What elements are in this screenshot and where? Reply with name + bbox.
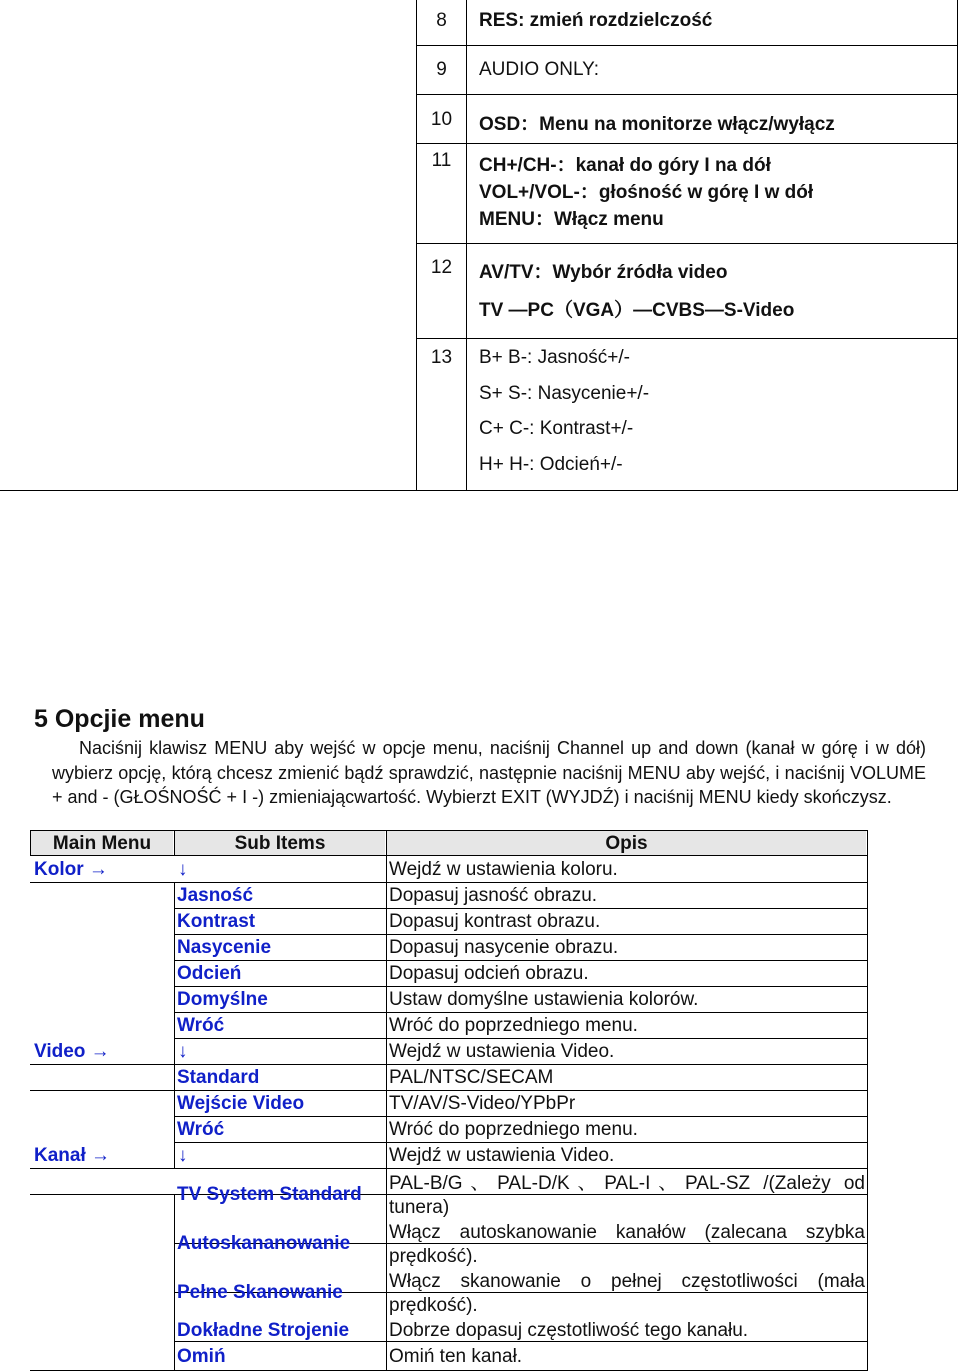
- table-row-divider: [417, 243, 958, 244]
- row-line: [30, 1168, 868, 1169]
- table-border: [867, 830, 868, 1371]
- sub-item: Pełne Skanowanie: [177, 1282, 343, 1303]
- arrow-down-icon: ↓: [178, 1145, 188, 1166]
- desc-text: Włącz autoskanowanie kanałów (zalecana szybka prędkość).: [389, 1222, 865, 1267]
- paragraph-text: Naciśnij klawisz MENU aby wejść w opcje menu, naciśnij Channel up and down (kanał w górę i w dół) wybierz opcję, którą chcesz zmienić bądź sprawdzić, następnie naciśnij MENU aby wejść, i naciśnij VOLUME + and - (GŁOŚNOŚĆ + I -) zmieniającwartość. Wybierzt EXIT (WYJDŹ) i naciśnij MENU kiedy skończysz.: [52, 738, 926, 807]
- row-line: [174, 1194, 175, 1371]
- desc-text: Dopasuj nasycenie obrazu.: [389, 937, 619, 958]
- row-number: 13: [430, 347, 453, 368]
- row-line: [174, 986, 868, 987]
- desc-text: Dopasuj jasność obrazu.: [389, 885, 598, 906]
- row-line: [30, 1064, 868, 1065]
- sub-item: Jasność: [177, 885, 254, 906]
- sub-item: Wejście Video: [177, 1093, 305, 1114]
- arrow-right-icon: →: [88, 859, 108, 880]
- sub-item: Wróć: [177, 1015, 225, 1036]
- sub-item: Omiń: [177, 1346, 226, 1367]
- table-column-divider: [466, 0, 467, 491]
- desc-text: Dopasuj kontrast obrazu.: [389, 911, 601, 932]
- row-line: [174, 1116, 868, 1117]
- arrow-down-icon: ↓: [178, 859, 188, 880]
- desc-text: Wróć do poprzedniego menu.: [389, 1119, 638, 1140]
- row-text: S+ S-: Nasycenie+/-: [479, 383, 650, 404]
- remote-keys-table: [0, 0, 958, 491]
- arrow-down-icon: ↓: [178, 1041, 188, 1062]
- desc-text: Dobrze dopasuj częstotliwość tego kanału.: [389, 1320, 749, 1341]
- desc-text: PAL-B/G、PAL-D/K、PAL-I、PAL-SZ /(Zależy od tunera): [389, 1173, 865, 1218]
- row-text: AUDIO ONLY:: [479, 59, 600, 80]
- table-row-divider: [417, 45, 958, 46]
- section-title: 5 Opcjie menu: [34, 705, 205, 733]
- sub-item: Nasycenie: [177, 937, 272, 958]
- table-border: [174, 830, 175, 856]
- section-paragraph: [52, 736, 926, 810]
- row-line: [30, 1090, 868, 1091]
- sub-item: Odcień: [177, 963, 242, 984]
- main-menu-kanal: Kanał →: [34, 1145, 111, 1166]
- table-row-divider: [417, 338, 958, 339]
- table-row-divider: [417, 94, 958, 95]
- row-line: [174, 1142, 868, 1143]
- row-text: VOL+/VOL-：głośność w górę I w dół: [479, 182, 814, 203]
- row-number: 12: [430, 257, 453, 278]
- row-text: B+ B-: Jasność+/-: [479, 347, 631, 368]
- row-text: C+ C-: Kontrast+/-: [479, 418, 634, 439]
- row-line: [174, 1038, 868, 1039]
- row-text: AV/TV：Wybór źródła video: [479, 262, 728, 283]
- row-line: [174, 908, 868, 909]
- row-number: 9: [436, 59, 447, 80]
- row-line: [174, 882, 868, 883]
- row-number: 10: [430, 109, 453, 130]
- row-number: 8: [436, 10, 447, 31]
- row-text: RES: zmień rozdzielczość: [479, 10, 713, 31]
- menu-options-table: [30, 830, 868, 1371]
- desc-text: Omiń ten kanał.: [389, 1346, 523, 1367]
- sub-item: Kontrast: [177, 911, 256, 932]
- sub-item: Standard: [177, 1067, 260, 1088]
- row-text: H+ H-: Odcień+/-: [479, 454, 623, 475]
- header-main-menu: Main Menu: [31, 831, 173, 855]
- row-line: [30, 882, 175, 883]
- desc-text: Ustaw domyślne ustawienia kolorów.: [389, 989, 699, 1010]
- table-border: [30, 830, 31, 856]
- row-text: TV —PC（VGA）—CVBS—S-Video: [479, 300, 795, 321]
- table-border: [30, 855, 868, 856]
- row-text: OSD：Menu na monitorze włącz/wyłącz: [479, 114, 835, 135]
- desc-text: Wejdź w ustawienia koloru.: [389, 859, 618, 880]
- table-row-divider: [417, 143, 958, 144]
- row-text: CH+/CH-：kanał do góry I na dół: [479, 155, 771, 176]
- desc-text: Włącz skanowanie o pełnej częstotliwości (mała prędkość).: [389, 1271, 865, 1316]
- sub-item: Wróć: [177, 1119, 225, 1140]
- main-menu-kolor: Kolor →: [34, 859, 108, 880]
- desc-text: PAL/NTSC/SECAM: [389, 1067, 554, 1088]
- row-line: [174, 934, 868, 935]
- header-sub-items: Sub Items: [175, 831, 385, 855]
- sub-item: Dokładne Strojenie: [177, 1320, 350, 1341]
- desc-text: Wejdź w ustawienia Video.: [389, 1145, 615, 1166]
- table-border: [386, 830, 387, 1371]
- sub-item: Domyślne: [177, 989, 268, 1010]
- arrow-right-icon: →: [90, 1041, 110, 1062]
- main-menu-video: Video →: [34, 1041, 110, 1062]
- desc-text: TV/AV/S-Video/YPbPr: [389, 1093, 576, 1114]
- row-line: [174, 1090, 175, 1168]
- sub-item: TV System Standard: [177, 1184, 362, 1205]
- table-border: [30, 1370, 868, 1371]
- sub-item: Autoskananowanie: [177, 1233, 351, 1254]
- table-border: [30, 830, 868, 831]
- row-number: 11: [431, 150, 452, 171]
- desc-text: Dopasuj odcień obrazu.: [389, 963, 589, 984]
- row-line: [174, 1012, 868, 1013]
- image-placeholder-cell: [0, 0, 417, 491]
- row-line: [174, 960, 868, 961]
- desc-text: Wejdź w ustawienia Video.: [389, 1041, 615, 1062]
- row-text: MENU：Włącz menu: [479, 209, 664, 230]
- desc-text: Wróć do poprzedniego menu.: [389, 1015, 638, 1036]
- arrow-right-icon: →: [91, 1145, 111, 1166]
- header-opis: Opis: [387, 831, 866, 855]
